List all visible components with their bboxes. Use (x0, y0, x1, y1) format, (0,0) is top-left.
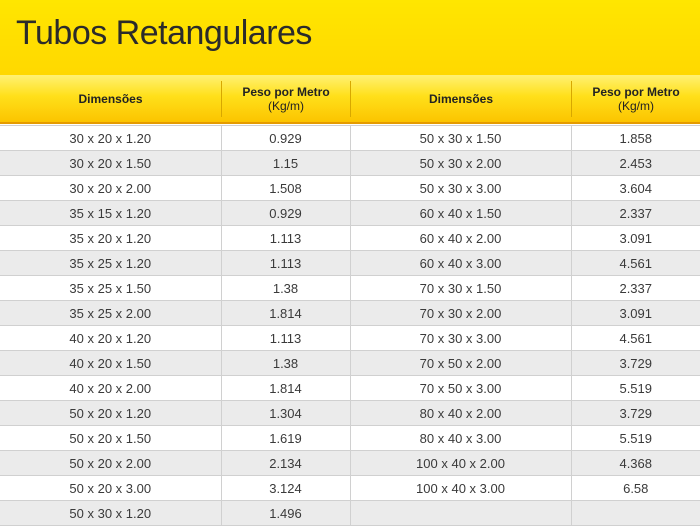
dimension-cell: 30 x 20 x 2.00 (0, 176, 221, 201)
tubes-table (0, 125, 700, 526)
header-dimensoes-2-label: Dimensões (428, 91, 494, 106)
header-peso-1 (222, 75, 350, 122)
dimension-cell: 35 x 20 x 1.20 (0, 226, 221, 251)
weight-cell: 1.814 (221, 301, 350, 326)
weight-cell: 2.337 (571, 276, 700, 301)
header-peso-1-label: Peso por Metro (242, 84, 330, 99)
weight-cell: 1.496 (221, 501, 350, 526)
weight-cell: 0.929 (221, 126, 350, 151)
weight-cell: 1.304 (221, 401, 350, 426)
header-peso-2-unit: (Kg/m) (618, 98, 654, 113)
header-dimensoes-1-label: Dimensões (78, 91, 143, 106)
header-dimensoes-2 (351, 75, 571, 122)
header-dimensoes-1 (0, 75, 221, 122)
weight-cell: 3.729 (571, 401, 700, 426)
dimension-cell: 60 x 40 x 2.00 (350, 226, 571, 251)
dimension-cell: 50 x 30 x 1.20 (0, 501, 221, 526)
dimension-cell: 40 x 20 x 1.20 (0, 326, 221, 351)
header-peso-1-unit: (Kg/m) (268, 98, 304, 113)
table-row (0, 126, 700, 151)
weight-cell: 3.729 (571, 351, 700, 376)
table-row (0, 426, 700, 451)
weight-cell (571, 501, 700, 526)
dimension-cell: 70 x 30 x 1.50 (350, 276, 571, 301)
header-peso-2 (572, 75, 700, 122)
dimension-cell: 80 x 40 x 2.00 (350, 401, 571, 426)
weight-cell: 1.508 (221, 176, 350, 201)
weight-cell: 3.091 (571, 301, 700, 326)
dimension-cell: 40 x 20 x 1.50 (0, 351, 221, 376)
table-row (0, 226, 700, 251)
weight-cell: 3.091 (571, 226, 700, 251)
table-row (0, 276, 700, 301)
table-row (0, 501, 700, 526)
table-row (0, 326, 700, 351)
dimension-cell: 70 x 30 x 3.00 (350, 326, 571, 351)
weight-cell: 3.604 (571, 176, 700, 201)
table-row (0, 401, 700, 426)
dimension-cell: 100 x 40 x 3.00 (350, 476, 571, 501)
weight-cell: 6.58 (571, 476, 700, 501)
dimension-cell: 30 x 20 x 1.50 (0, 151, 221, 176)
dimension-cell: 80 x 40 x 3.00 (350, 426, 571, 451)
dimension-cell: 50 x 30 x 2.00 (350, 151, 571, 176)
weight-cell: 4.368 (571, 451, 700, 476)
dimension-cell: 60 x 40 x 3.00 (350, 251, 571, 276)
table-row (0, 176, 700, 201)
weight-cell: 2.453 (571, 151, 700, 176)
table-row (0, 201, 700, 226)
weight-cell: 1.814 (221, 376, 350, 401)
dimension-cell: 35 x 25 x 1.20 (0, 251, 221, 276)
weight-cell: 1.619 (221, 426, 350, 451)
dimension-cell: 50 x 20 x 1.50 (0, 426, 221, 451)
table-row (0, 251, 700, 276)
weight-cell: 2.134 (221, 451, 350, 476)
table-row (0, 351, 700, 376)
dimension-cell: 60 x 40 x 1.50 (350, 201, 571, 226)
page-title: Tubos Retangulares (16, 14, 312, 52)
table-row (0, 301, 700, 326)
weight-cell: 5.519 (571, 426, 700, 451)
table-row (0, 376, 700, 401)
weight-cell: 4.561 (571, 251, 700, 276)
dimension-cell: 40 x 20 x 2.00 (0, 376, 221, 401)
weight-cell: 1.113 (221, 251, 350, 276)
dimension-cell: 70 x 50 x 3.00 (350, 376, 571, 401)
table-row (0, 451, 700, 476)
dimension-cell: 100 x 40 x 2.00 (350, 451, 571, 476)
tubes-table-body (0, 126, 700, 526)
dimension-cell: 35 x 15 x 1.20 (0, 201, 221, 226)
table-row (0, 476, 700, 501)
weight-cell: 2.337 (571, 201, 700, 226)
dimension-cell: 50 x 20 x 3.00 (0, 476, 221, 501)
weight-cell: 3.124 (221, 476, 350, 501)
header-peso-2-label: Peso por Metro (592, 84, 680, 99)
weight-cell: 5.519 (571, 376, 700, 401)
table-header (0, 75, 700, 124)
dimension-cell: 70 x 30 x 2.00 (350, 301, 571, 326)
dimension-cell: 50 x 30 x 1.50 (350, 126, 571, 151)
dimension-cell (350, 501, 571, 526)
dimension-cell: 50 x 30 x 3.00 (350, 176, 571, 201)
table-row (0, 151, 700, 176)
dimension-cell: 35 x 25 x 1.50 (0, 276, 221, 301)
dimension-cell: 30 x 20 x 1.20 (0, 126, 221, 151)
weight-cell: 0.929 (221, 201, 350, 226)
weight-cell: 4.561 (571, 326, 700, 351)
dimension-cell: 50 x 20 x 1.20 (0, 401, 221, 426)
title-banner (0, 0, 700, 75)
weight-cell: 1.38 (221, 276, 350, 301)
dimension-cell: 50 x 20 x 2.00 (0, 451, 221, 476)
weight-cell: 1.15 (221, 151, 350, 176)
dimension-cell: 35 x 25 x 2.00 (0, 301, 221, 326)
weight-cell: 1.858 (571, 126, 700, 151)
weight-cell: 1.113 (221, 326, 350, 351)
dimension-cell: 70 x 50 x 2.00 (350, 351, 571, 376)
weight-cell: 1.38 (221, 351, 350, 376)
weight-cell: 1.113 (221, 226, 350, 251)
